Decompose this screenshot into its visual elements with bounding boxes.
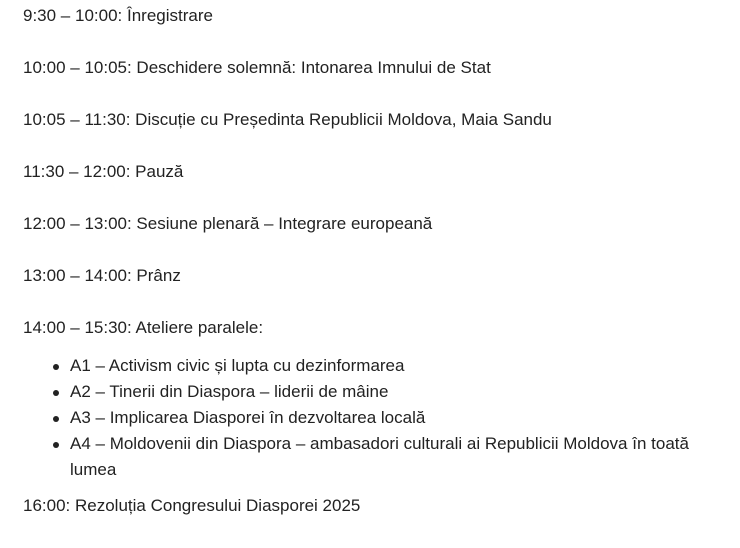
agenda-item-lunch: 13:00 – 14:00: Prânz	[23, 266, 181, 285]
workshop-item-a1	[47, 353, 723, 379]
agenda-item-discussion: 10:05 – 11:30: Discuție cu Președinta Republicii Moldova, Maia Sandu	[23, 110, 552, 129]
bullet-icon	[53, 390, 59, 396]
workshop-item-a2	[47, 379, 723, 405]
bullet-icon	[53, 416, 59, 422]
bullet-icon	[53, 442, 59, 448]
workshop-label: A3 – Implicarea Diasporei în dezvoltarea locală	[70, 408, 426, 427]
agenda-item-plenary: 12:00 – 13:00: Sesiune plenară – Integrare europeană	[23, 214, 433, 233]
agenda-item-resolution: 16:00: Rezoluția Congresului Diasporei 2025	[23, 496, 361, 515]
agenda-item-break: 11:30 – 12:00: Pauză	[23, 162, 184, 181]
workshop-item-a3	[47, 405, 723, 431]
agenda-item-opening: 10:00 – 10:05: Deschidere solemnă: Intonarea Imnului de Stat	[23, 58, 491, 77]
workshop-item-a4	[47, 431, 723, 483]
bullet-icon	[53, 364, 59, 370]
workshop-list	[23, 353, 723, 483]
workshop-label: A4 – Moldovenii din Diaspora – ambasadori culturali ai Republicii Moldova în toată lumea	[70, 434, 689, 479]
workshop-label: A1 – Activism civic și lupta cu dezinformarea	[70, 356, 405, 375]
agenda-item-registration: 9:30 – 10:00: Înregistrare	[23, 6, 213, 25]
workshop-label: A2 – Tinerii din Diaspora – liderii de mâine	[70, 382, 389, 401]
agenda-item-workshops: 14:00 – 15:30: Ateliere paralele:	[23, 318, 264, 337]
